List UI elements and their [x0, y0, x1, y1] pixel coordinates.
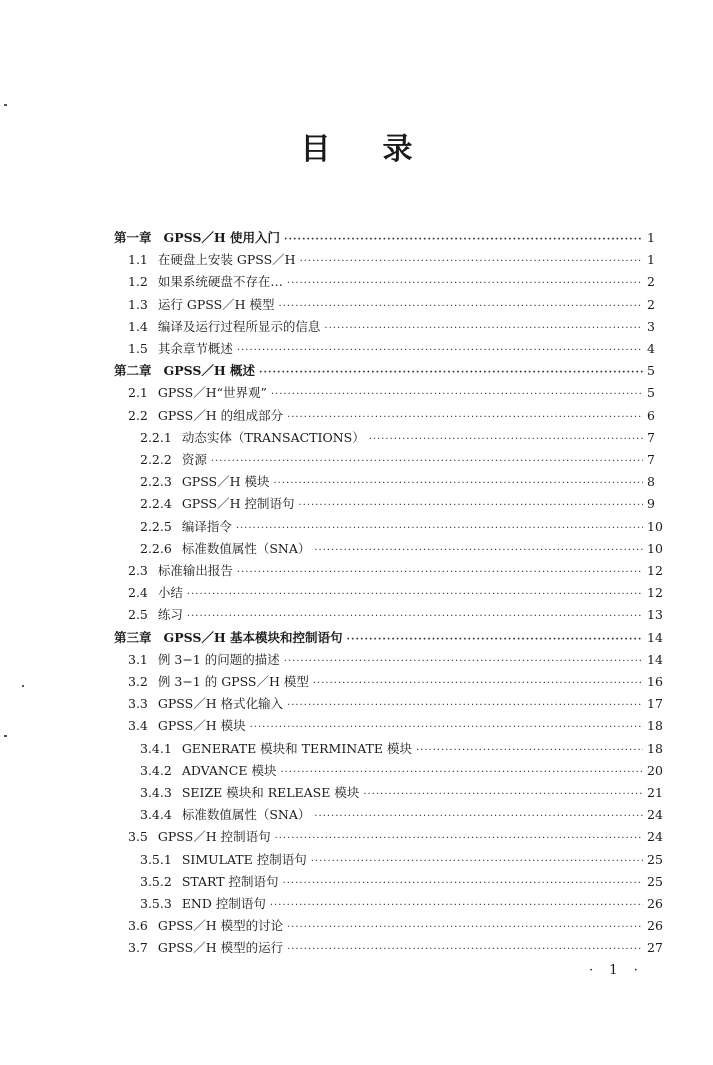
toc-entry-number: 2.2.4 [140, 496, 172, 512]
toc-subsection-entry [140, 761, 665, 781]
toc-entry-page: 9 [647, 496, 655, 512]
toc-leader-dots [287, 918, 643, 938]
toc-entry-page: 12 [647, 585, 663, 601]
toc-entry-number: 1.5 [128, 341, 148, 356]
toc-entry-page: 27 [647, 940, 663, 956]
toc-entry-number: 2.4 [128, 585, 148, 601]
toc-entry-page: 18 [647, 740, 663, 756]
toc-leader-dots [314, 807, 643, 827]
toc-entry-number: 3.4.4 [140, 807, 172, 823]
toc-leader-dots [236, 519, 643, 539]
toc-leader-dots [270, 896, 643, 916]
toc-leader-dots [324, 319, 643, 339]
toc-entry-number: 3.5.2 [140, 873, 172, 889]
toc-entry-page: 16 [647, 674, 663, 689]
toc-leader-dots [275, 829, 643, 849]
toc-chapter-entry [114, 361, 665, 381]
toc-entry-page: 7 [647, 452, 655, 467]
toc-entry-label: GPSS／H 基本模块和控制语句 [163, 629, 343, 645]
toc-entry-number: 3.3 [128, 696, 148, 712]
toc-entry-label: 小结 [157, 585, 183, 601]
toc-entry-label: START 控制语句 [181, 873, 279, 889]
toc-subsection-entry [140, 783, 665, 803]
toc-subsection-entry [140, 539, 665, 559]
toc-entry-page: 12 [647, 563, 663, 578]
toc-subsection-entry [140, 739, 665, 759]
toc-entry-number: 3.5 [128, 829, 148, 845]
toc-subsection-entry [140, 517, 665, 537]
toc-entry-page: 6 [647, 407, 655, 423]
toc-leader-dots [287, 940, 643, 960]
toc-entry-label: ADVANCE 模块 [181, 762, 277, 778]
toc-leader-dots [271, 385, 643, 405]
scan-speck [4, 104, 7, 106]
toc-leader-dots [279, 297, 643, 317]
toc-leader-dots [300, 252, 643, 272]
toc-leader-dots [284, 652, 643, 672]
toc-entry-label: 例 3−1 的 GPSS／H 模型 [157, 674, 309, 689]
toc-entry-label: GPSS／H 格式化输入 [157, 696, 284, 712]
toc-leader-dots [287, 696, 643, 716]
toc-entry-page: 10 [647, 518, 663, 534]
toc-entry-number: 3.4.3 [140, 785, 172, 800]
toc-leader-dots [347, 630, 643, 650]
toc-entry-label: 如果系统硬盘不存在… [157, 274, 283, 290]
toc-entry-label: 其余章节概述 [157, 341, 233, 356]
toc-subsection-entry [140, 450, 665, 470]
toc-entry-number: 3.1 [128, 651, 148, 667]
toc-entry-number: 1.1 [128, 252, 148, 268]
toc-entry-page: 8 [647, 474, 655, 490]
toc-section-entry [128, 317, 665, 337]
toc-entry-number: 3.2 [128, 674, 148, 689]
toc-leader-dots [284, 230, 643, 250]
toc-entry-label: 练习 [157, 607, 183, 623]
toc-leader-dots [363, 785, 643, 805]
toc-entry-page: 14 [647, 651, 663, 667]
toc-leader-dots [187, 585, 643, 605]
toc-entry-label: GPSS／H 模型的运行 [157, 940, 284, 956]
toc-entry-page: 4 [647, 341, 655, 356]
toc-entry-label: SEIZE 模块和 RELEASE 模块 [181, 785, 360, 800]
scan-speck [4, 735, 7, 737]
toc-entry-label: 标准数值属性（SNA） [181, 540, 311, 556]
toc-chapter-entry [114, 628, 665, 648]
toc-leader-dots [237, 563, 643, 583]
toc-entry-page: 26 [647, 918, 663, 934]
toc-subsection-entry [140, 872, 665, 892]
toc-entry-label: 在硬盘上安装 GPSS／H [157, 252, 296, 268]
toc-entry-page: 18 [647, 718, 663, 734]
toc-section-entry [128, 827, 665, 847]
toc-subsection-entry [140, 494, 665, 514]
toc-section-entry [128, 406, 665, 426]
toc-section-entry [128, 605, 665, 625]
toc-entry-number: 1.4 [128, 318, 148, 334]
scan-speck [22, 685, 24, 687]
toc-entry-number: 2.1 [128, 385, 148, 401]
toc-section-entry [128, 672, 665, 692]
toc-section-entry [128, 583, 665, 603]
toc-leader-dots [313, 674, 643, 694]
toc-entry-label: GPSS／H 控制语句 [181, 496, 295, 512]
toc-entry-number: 1.2 [128, 274, 148, 290]
toc-leader-dots [211, 452, 643, 472]
toc-section-entry [128, 916, 665, 936]
toc-section-entry [128, 716, 665, 736]
toc-entry-number: 2.2.5 [140, 518, 172, 534]
toc-entry-page: 24 [647, 807, 663, 823]
toc-entry-page: 14 [647, 629, 663, 645]
toc-section-entry [128, 650, 665, 670]
title-char-2: 录 [382, 132, 413, 167]
toc-entry-page: 2 [647, 296, 655, 312]
toc-entry-page: 17 [647, 696, 663, 712]
toc-leader-dots [259, 363, 643, 383]
toc-entry-page: 1 [647, 252, 655, 268]
title-char-1: 目 [300, 132, 331, 167]
toc-section-entry [128, 383, 665, 403]
toc-section-entry [128, 339, 665, 359]
toc-entry-page: 26 [647, 896, 663, 911]
toc-entry-number: 3.5.3 [140, 896, 172, 911]
toc-entry-number: 2.5 [128, 607, 148, 623]
toc-section-entry [128, 272, 665, 292]
toc-entry-number: 2.2.2 [140, 452, 172, 467]
toc-entry-number: 第三章 [114, 629, 152, 645]
toc-entry-label: GPSS／H 模型的讨论 [157, 918, 284, 934]
toc-leader-dots [280, 763, 643, 783]
toc-entry-number: 3.7 [128, 940, 148, 956]
toc-entry-number: 3.4 [128, 718, 148, 734]
toc-leader-dots [369, 430, 643, 450]
toc-subsection-entry [140, 894, 665, 914]
toc-entry-page: 21 [647, 785, 663, 800]
toc-entry-label: GPSS／H 概述 [163, 363, 256, 379]
toc-entry-page: 3 [647, 318, 655, 334]
toc-entry-page: 20 [647, 762, 663, 778]
toc-leader-dots [287, 408, 643, 428]
toc-leader-dots [283, 874, 643, 894]
toc-entry-label: 编译指令 [181, 518, 232, 534]
toc-subsection-entry [140, 472, 665, 492]
toc-entry-page: 5 [647, 363, 655, 379]
toc-entry-page: 2 [647, 274, 655, 290]
toc-subsection-entry [140, 805, 665, 825]
toc-chapter-entry [114, 228, 665, 248]
toc-entry-number: 3.6 [128, 918, 148, 934]
toc-leader-dots [187, 607, 643, 627]
toc-entry-label: 标准数值属性（SNA） [181, 807, 311, 823]
toc-leader-dots [250, 718, 643, 738]
toc-leader-dots [416, 741, 643, 761]
toc-entry-page: 10 [647, 540, 663, 556]
toc-entry-number: 第二章 [114, 363, 152, 379]
toc-entry-label: 编译及运行过程所显示的信息 [157, 318, 321, 334]
toc-entry-number: 3.5.1 [140, 851, 172, 867]
toc-section-entry [128, 295, 665, 315]
toc-entry-number: 2.2.6 [140, 540, 172, 556]
toc-entry-number: 2.3 [128, 563, 148, 578]
toc-entry-label: END 控制语句 [181, 896, 266, 911]
toc-leader-dots [237, 341, 643, 361]
toc-entry-label: 标准输出报告 [157, 563, 233, 578]
toc-entry-page: 1 [647, 230, 655, 245]
toc-entry-label: GENERATE 模块和 TERMINATE 模块 [181, 740, 412, 756]
toc-entry-number: 2.2 [128, 407, 148, 423]
toc-entry-label: GPSS／H 使用入门 [163, 230, 281, 245]
toc-entry-label: GPSS／H 模块 [157, 718, 246, 734]
toc-entry-label: GPSS／H 控制语句 [157, 829, 271, 845]
toc-entry-number: 2.2.1 [140, 429, 172, 445]
toc-entry-page: 24 [647, 829, 663, 845]
toc-leader-dots [299, 496, 644, 516]
toc-subsection-entry [140, 850, 665, 870]
toc-entry-label: 动态实体（TRANSACTIONS） [181, 429, 365, 445]
toc-leader-dots [311, 852, 643, 872]
toc-entry-label: GPSS／H 模块 [181, 474, 270, 490]
toc-entry-number: 3.4.2 [140, 762, 172, 778]
toc-section-entry [128, 694, 665, 714]
toc-entry-number: 3.4.1 [140, 740, 172, 756]
toc-entry-page: 7 [647, 429, 655, 445]
toc-entry-page: 5 [647, 385, 655, 401]
toc-entry-label: SIMULATE 控制语句 [181, 851, 307, 867]
toc-subsection-entry [140, 428, 665, 448]
toc-entry-number: 2.2.3 [140, 474, 172, 490]
toc-entry-label: GPSS／H 的组成部分 [157, 407, 284, 423]
toc-entry-label: GPSS／H“世界观” [157, 385, 267, 401]
toc-leader-dots [274, 474, 644, 494]
toc-entry-label: 资源 [181, 452, 207, 467]
page-number: · 1 · [589, 963, 644, 978]
toc-leader-dots [287, 274, 643, 294]
page-title [0, 124, 713, 168]
toc-entry-label: 运行 GPSS／H 模型 [157, 296, 275, 312]
toc-entry-page: 13 [647, 607, 663, 623]
toc-entry-number: 1.3 [128, 296, 148, 312]
toc-section-entry [128, 250, 665, 270]
toc-leader-dots [314, 541, 643, 561]
toc-section-entry [128, 561, 665, 581]
toc-entry-page: 25 [647, 873, 663, 889]
toc-entry-number: 第一章 [114, 230, 152, 245]
toc-entry-page: 25 [647, 851, 663, 867]
toc-entry-label: 例 3−1 的问题的描述 [157, 651, 280, 667]
toc-section-entry [128, 938, 665, 958]
